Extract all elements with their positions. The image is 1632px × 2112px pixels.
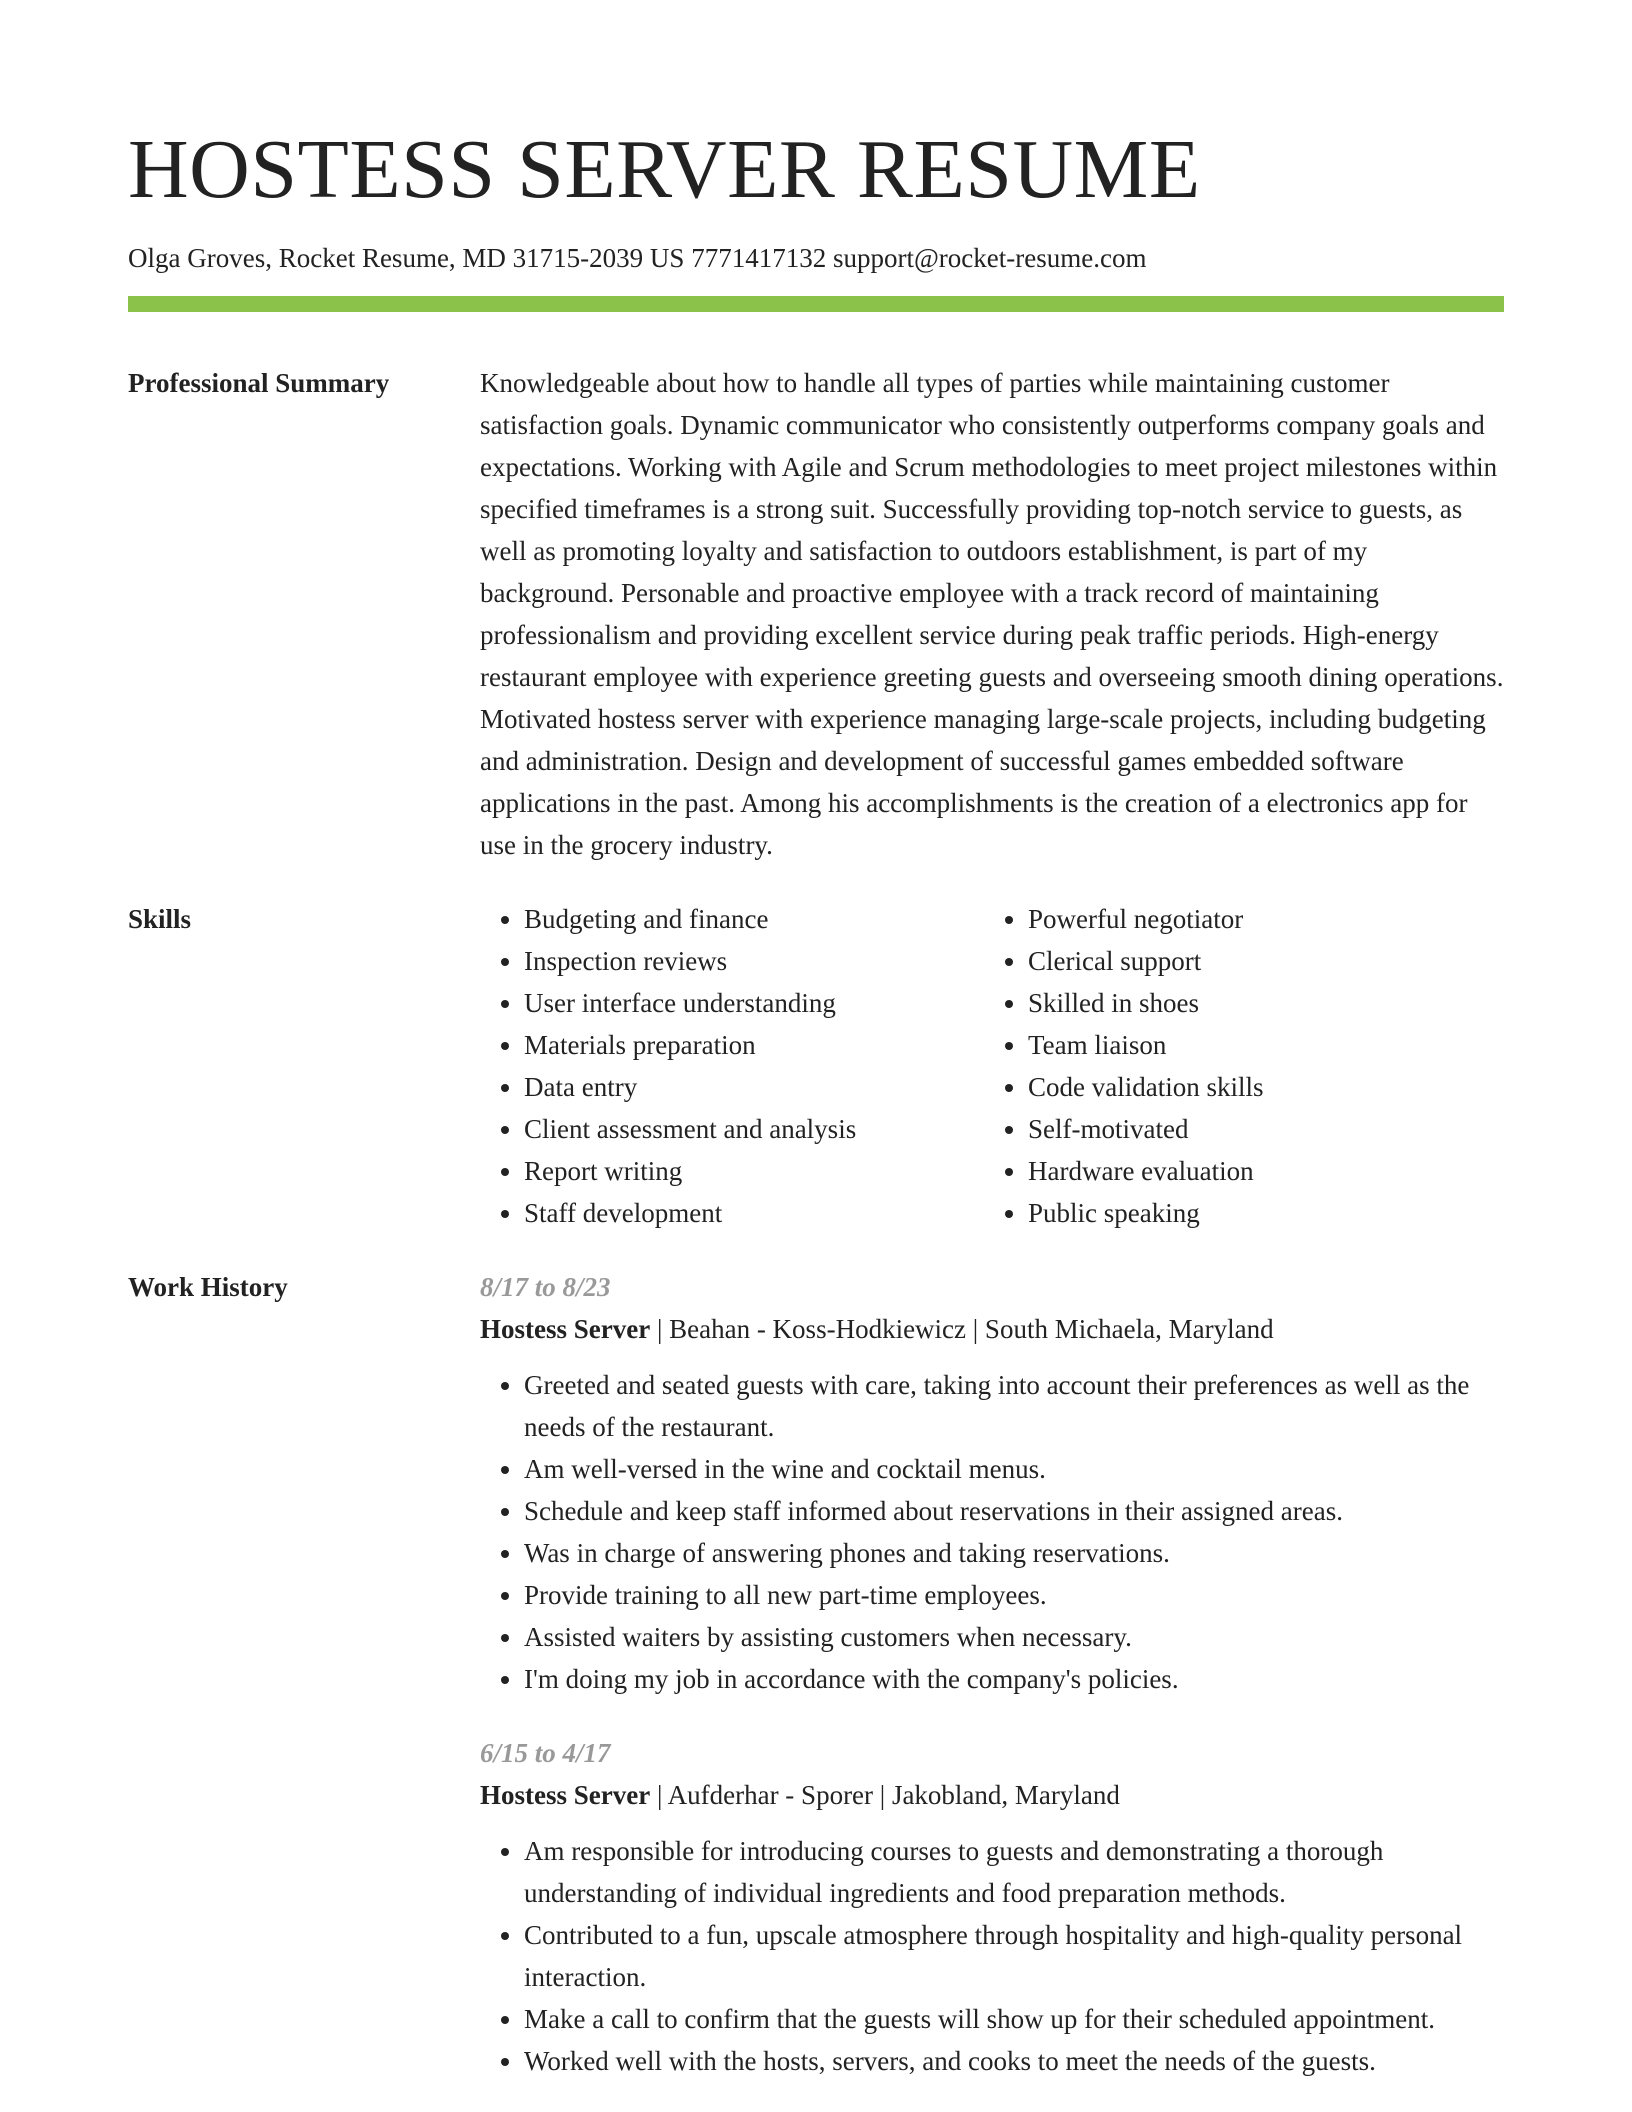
job-bullet: • Am well-versed in the wine and cocktail menus.: [524, 1448, 1504, 1490]
job-bullet: • Greeted and seated guests with care, taking into account their preferences as well as the needs of the restaurant.: [524, 1364, 1504, 1448]
job-bullet-list: [480, 1830, 1504, 2082]
job-heading: [480, 1774, 1504, 1816]
job-bullet: • Worked well with the hosts, servers, and cooks to meet the needs of the guests.: [524, 2040, 1504, 2082]
skills-label: Skills: [128, 904, 192, 934]
summary-label: Professional Summary: [128, 368, 390, 398]
summary-body: [480, 362, 1504, 866]
skill-item: • Staff development: [524, 1192, 984, 1234]
job-employer-location: | Beahan - Koss-Hodkiewicz | South Michaela, Maryland: [650, 1314, 1274, 1344]
skill-item: • Skilled in shoes: [1028, 982, 1488, 1024]
skills-body: [480, 898, 1504, 1234]
skill-item: • User interface understanding: [524, 982, 984, 1024]
job-dates: 8/17 to 8/23: [480, 1272, 611, 1302]
job-bullet: • Was in charge of answering phones and taking reservations.: [524, 1532, 1504, 1574]
job-employer-location: | Aufderhar - Sporer | Jakobland, Maryland: [650, 1780, 1120, 1810]
skill-item: • Materials preparation: [524, 1024, 984, 1066]
job-bullet: • I'm doing my job in accordance with the company's policies.: [524, 1658, 1504, 1700]
work-history-section: [128, 1266, 1504, 2082]
skill-item: • Hardware evaluation: [1028, 1150, 1488, 1192]
resume-page: [128, 120, 1504, 2082]
skill-item: • Powerful negotiator: [1028, 898, 1488, 940]
skills-list-right: [984, 898, 1488, 1234]
job-bullet: • Provide training to all new part-time employees.: [524, 1574, 1504, 1616]
skill-item: • Team liaison: [1028, 1024, 1488, 1066]
job-title: Hostess Server: [480, 1780, 651, 1810]
skill-item: • Budgeting and finance: [524, 898, 984, 940]
skills-list-left: [480, 898, 984, 1234]
job-bullet: • Make a call to confirm that the guests will show up for their scheduled appointment.: [524, 1998, 1504, 2040]
skill-item: • Report writing: [524, 1150, 984, 1192]
job-heading: [480, 1308, 1504, 1350]
summary-text: Knowledgeable about how to handle all types of parties while maintaining customer satisfaction goals. Dynamic communicator who consistently outperforms company goals and expectations. Working with Agile and Scrum methodologies to meet project milestones within specified timeframes is a strong suit. Successfully providing top-notch service to guests, as well as promoting loyalty and satisfaction to outdoors establishment, is part of my background. Personable and proactive employee with a track record of maintaining professionalism and providing excellent service during peak traffic periods. High-energy restaurant employee with experience greeting guests and overseeing smooth dining operations. Motivated hostess server with experience managing large-scale projects, including budgeting and administration. Design and development of successful games embedded software applications in the past. Among his accomplishments is the creation of a electronics app for use in the grocery industry.: [480, 368, 1504, 860]
contact-line: Olga Groves, Rocket Resume, MD 31715-2039 US 7771417132 support@rocket-resume.com: [128, 243, 1147, 273]
job-bullet: • Contributed to a fun, upscale atmosphere through hospitality and high-quality personal interaction.: [524, 1914, 1504, 1998]
skill-item: • Inspection reviews: [524, 940, 984, 982]
job-entry: [480, 1732, 1504, 2082]
skill-item: • Code validation skills: [1028, 1066, 1488, 1108]
summary-section: [128, 362, 1504, 866]
skill-item: • Clerical support: [1028, 940, 1488, 982]
job-bullet-list: [480, 1364, 1504, 1700]
skill-item: • Public speaking: [1028, 1192, 1488, 1234]
accent-divider: [128, 296, 1504, 312]
resume-title: HOSTESS SERVER RESUME: [128, 123, 1201, 216]
skill-item: • Data entry: [524, 1066, 984, 1108]
work-history-body: [480, 1266, 1504, 2082]
job-entry: [480, 1266, 1504, 1700]
work-history-label: Work History: [128, 1272, 288, 1302]
job-bullet: • Am responsible for introducing courses to guests and demonstrating a thorough understanding of individual ingredients and food preparation methods.: [524, 1830, 1504, 1914]
skills-section: [128, 898, 1504, 1234]
skill-item: • Self-motivated: [1028, 1108, 1488, 1150]
job-bullet: • Assisted waiters by assisting customers when necessary.: [524, 1616, 1504, 1658]
job-dates: 6/15 to 4/17: [480, 1738, 611, 1768]
job-bullet: • Schedule and keep staff informed about reservations in their assigned areas.: [524, 1490, 1504, 1532]
job-title: Hostess Server: [480, 1314, 651, 1344]
skill-item: • Client assessment and analysis: [524, 1108, 984, 1150]
